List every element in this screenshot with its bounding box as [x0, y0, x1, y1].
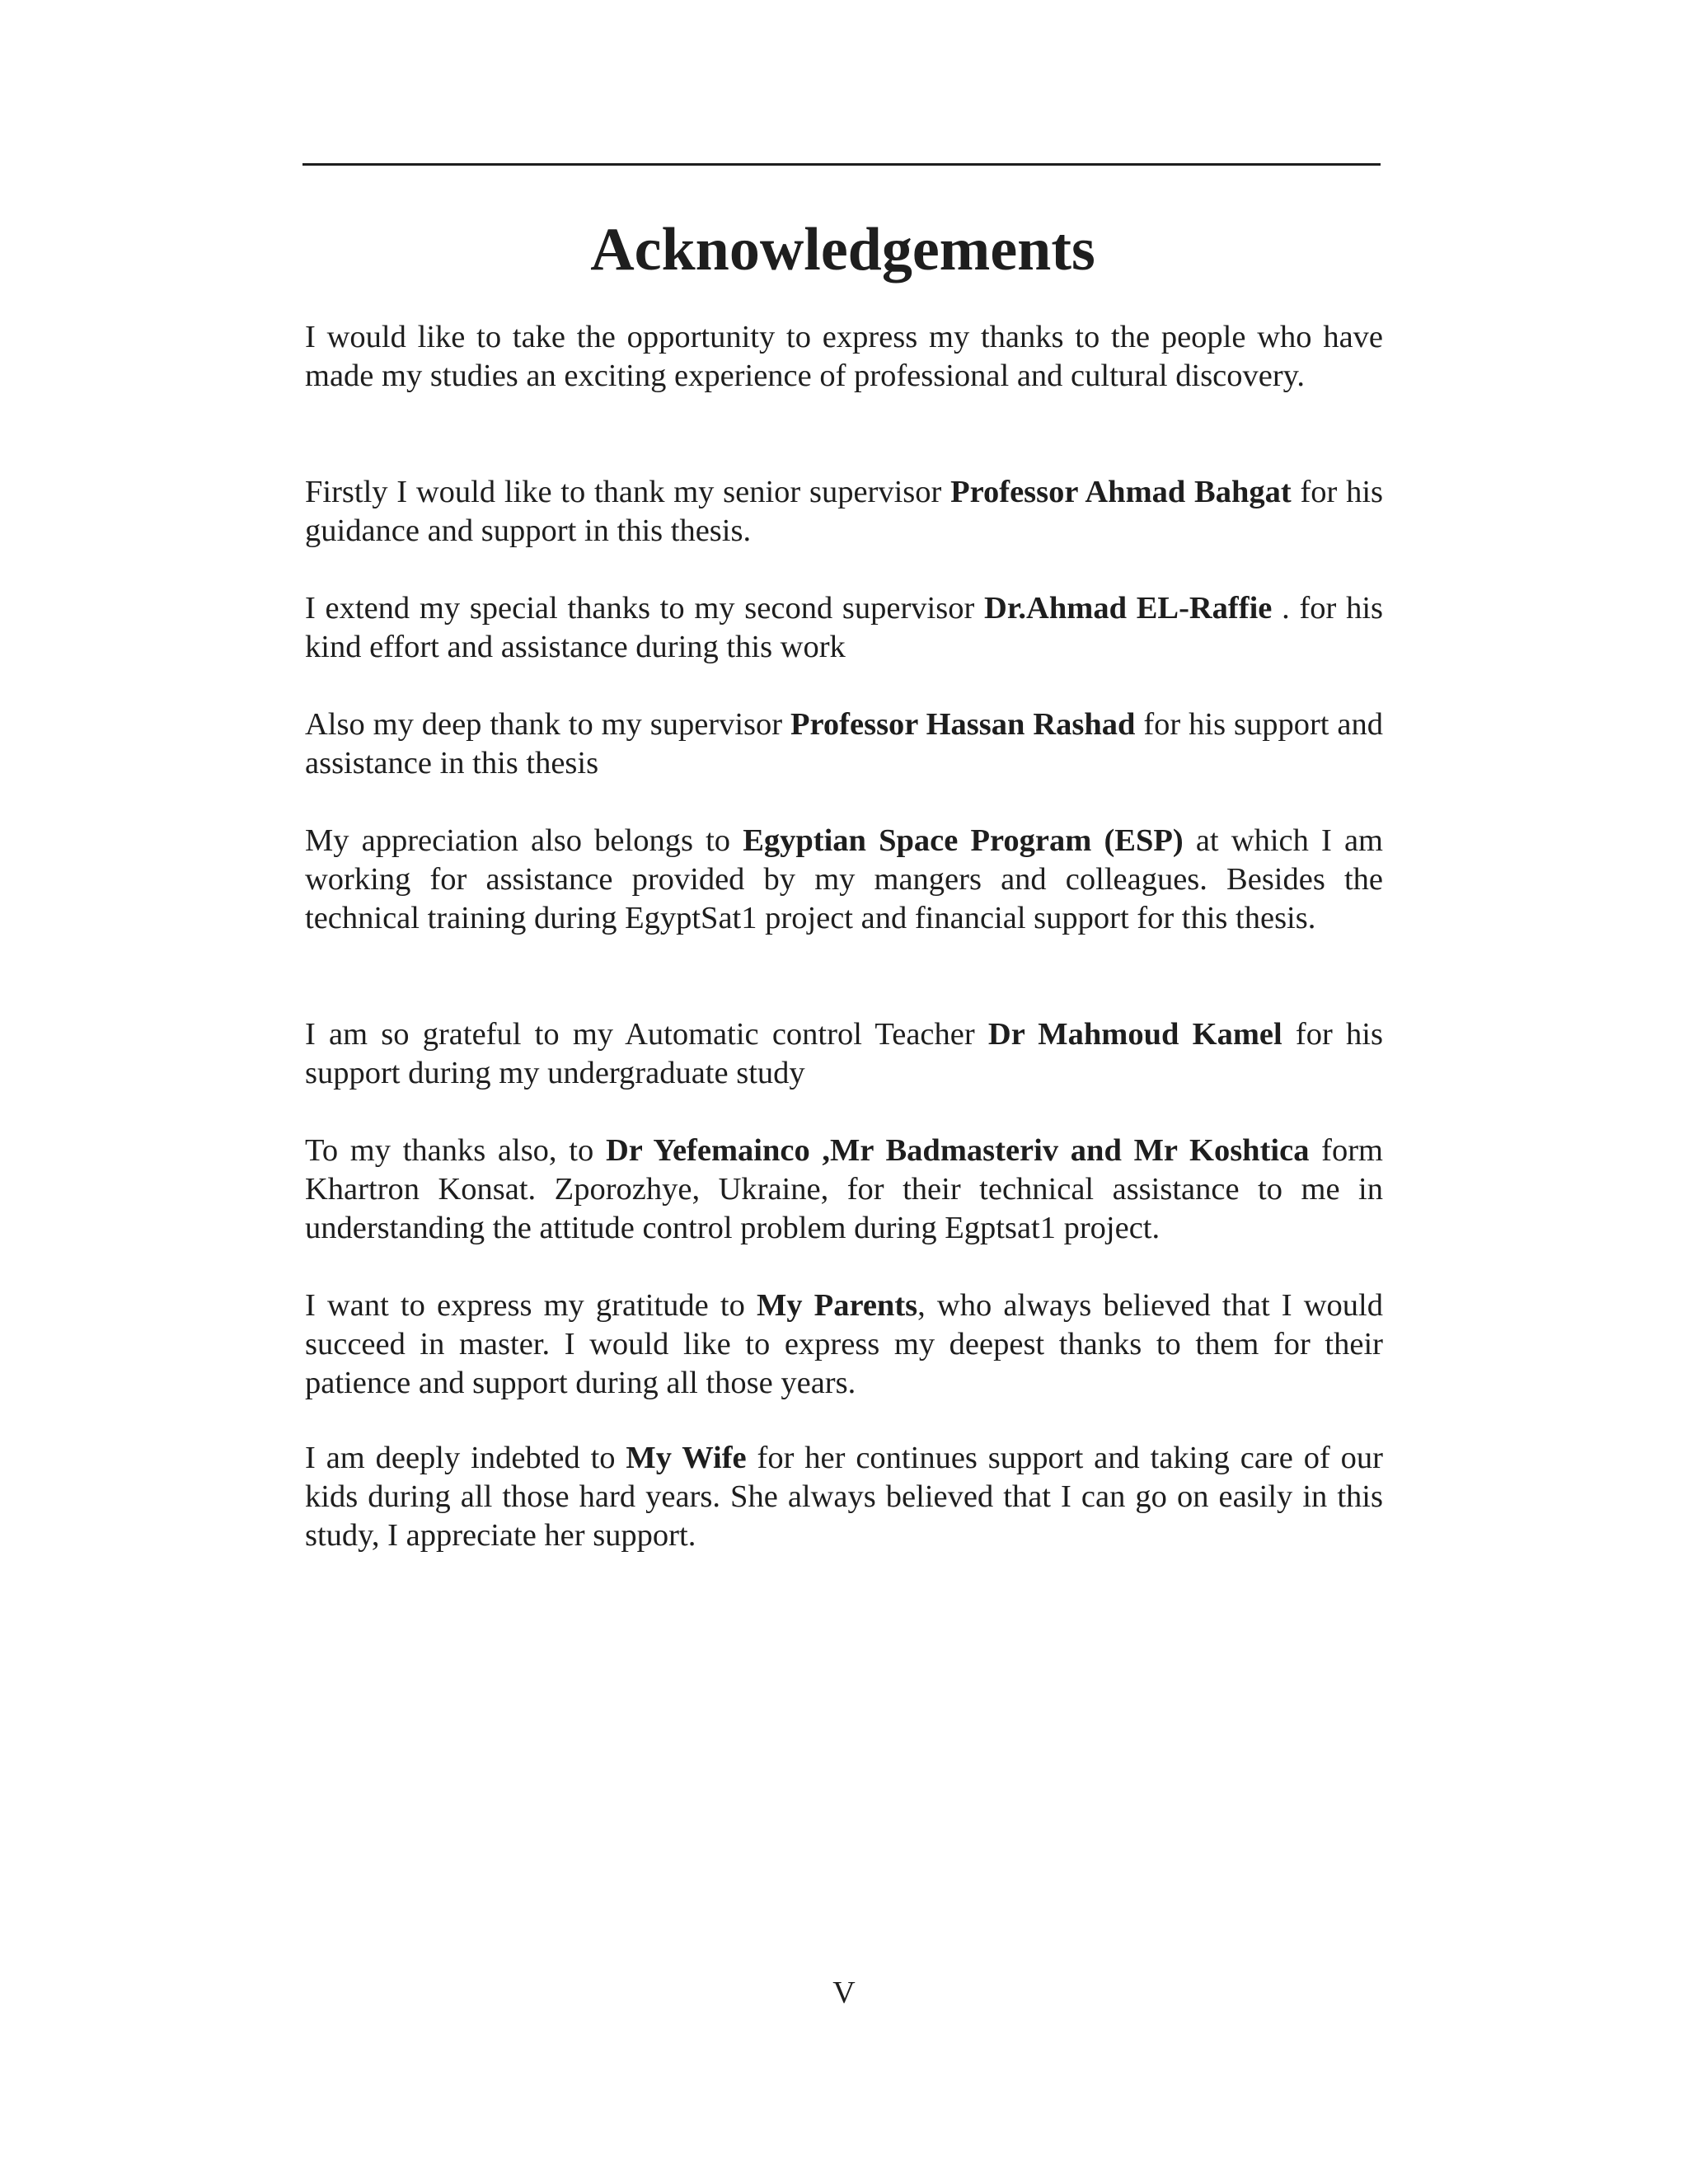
person-name: My Wife [626, 1441, 747, 1475]
paragraph-text: for his support during my undergraduate study [305, 1017, 1383, 1090]
paragraph-teacher [305, 1015, 1383, 1093]
paragraph-text: I extend my special thanks to my second supervisor [305, 591, 985, 626]
paragraph-text: I want to express my gratitude to [305, 1288, 757, 1323]
paragraph-second-supervisor [305, 589, 1383, 667]
paragraph-text: for his guidance and support in this thesis. [305, 475, 1383, 548]
page-title: Acknowledgements [590, 216, 1095, 284]
paragraph-space-program [305, 822, 1383, 938]
person-name: Professor Hassan Rashad [790, 707, 1136, 742]
paragraph-text: My appreciation also belongs to [305, 823, 743, 858]
paragraph-text: Also my deep thank to my supervisor [305, 707, 791, 742]
person-name: My Parents [756, 1288, 918, 1323]
header-rule [302, 163, 1381, 166]
paragraph-text: . for his kind effort and assistance during this work [305, 591, 1384, 664]
paragraph-text: for her continues support and taking care of our kids during all those hard years. She always believed that I can go on easily in this study, I appreciate her support. [305, 1441, 1383, 1553]
paragraph-text: Firstly I would like to thank my senior supervisor [305, 475, 951, 509]
paragraph-text: I would like to take the opportunity to express my thanks to the people who have made my studies an exciting experience of professional and cultural discovery. [305, 320, 1383, 393]
organization-name: Egyptian Space Program (ESP) [743, 823, 1184, 858]
paragraph-intro [305, 318, 1383, 396]
person-name: Dr Mahmoud Kamel [987, 1017, 1282, 1052]
person-name: Professor Ahmad Bahgat [950, 475, 1292, 509]
paragraph-khartron [305, 1132, 1383, 1248]
paragraph-text: , who always believed that I would succeed in master. I would like to express my deepest thanks to them for their patience and support during all those years. [305, 1288, 1383, 1400]
person-names: Dr Yefemainco ,Mr Badmasteriv and Mr Koshtica [605, 1133, 1310, 1168]
person-name: Dr.Ahmad EL-Raffie [984, 591, 1273, 626]
paragraph-text: form Khartron Konsat. Zporozhye, Ukraine, for their technical assistance to me in understanding the attitude control problem during Egptsat1 project. [305, 1133, 1383, 1245]
paragraph-wife [305, 1439, 1383, 1555]
paragraph-text: I am deeply indebted to [305, 1441, 626, 1475]
page-number: V [832, 1975, 856, 2010]
paragraph-parents [305, 1286, 1383, 1403]
paragraph-senior-supervisor [305, 473, 1383, 551]
paragraph-text: for his support and assistance in this thesis [305, 707, 1383, 780]
paragraph-text: at which I am working for assistance provided by my mangers and colleagues. Besides the technical training during EgyptSat1 project and financial support for this thesis. [305, 823, 1383, 935]
paragraph-text: I am so grateful to my Automatic control Teacher [305, 1017, 988, 1052]
paragraph-text: To my thanks also, to [305, 1133, 606, 1168]
paragraph-third-supervisor [305, 705, 1383, 783]
